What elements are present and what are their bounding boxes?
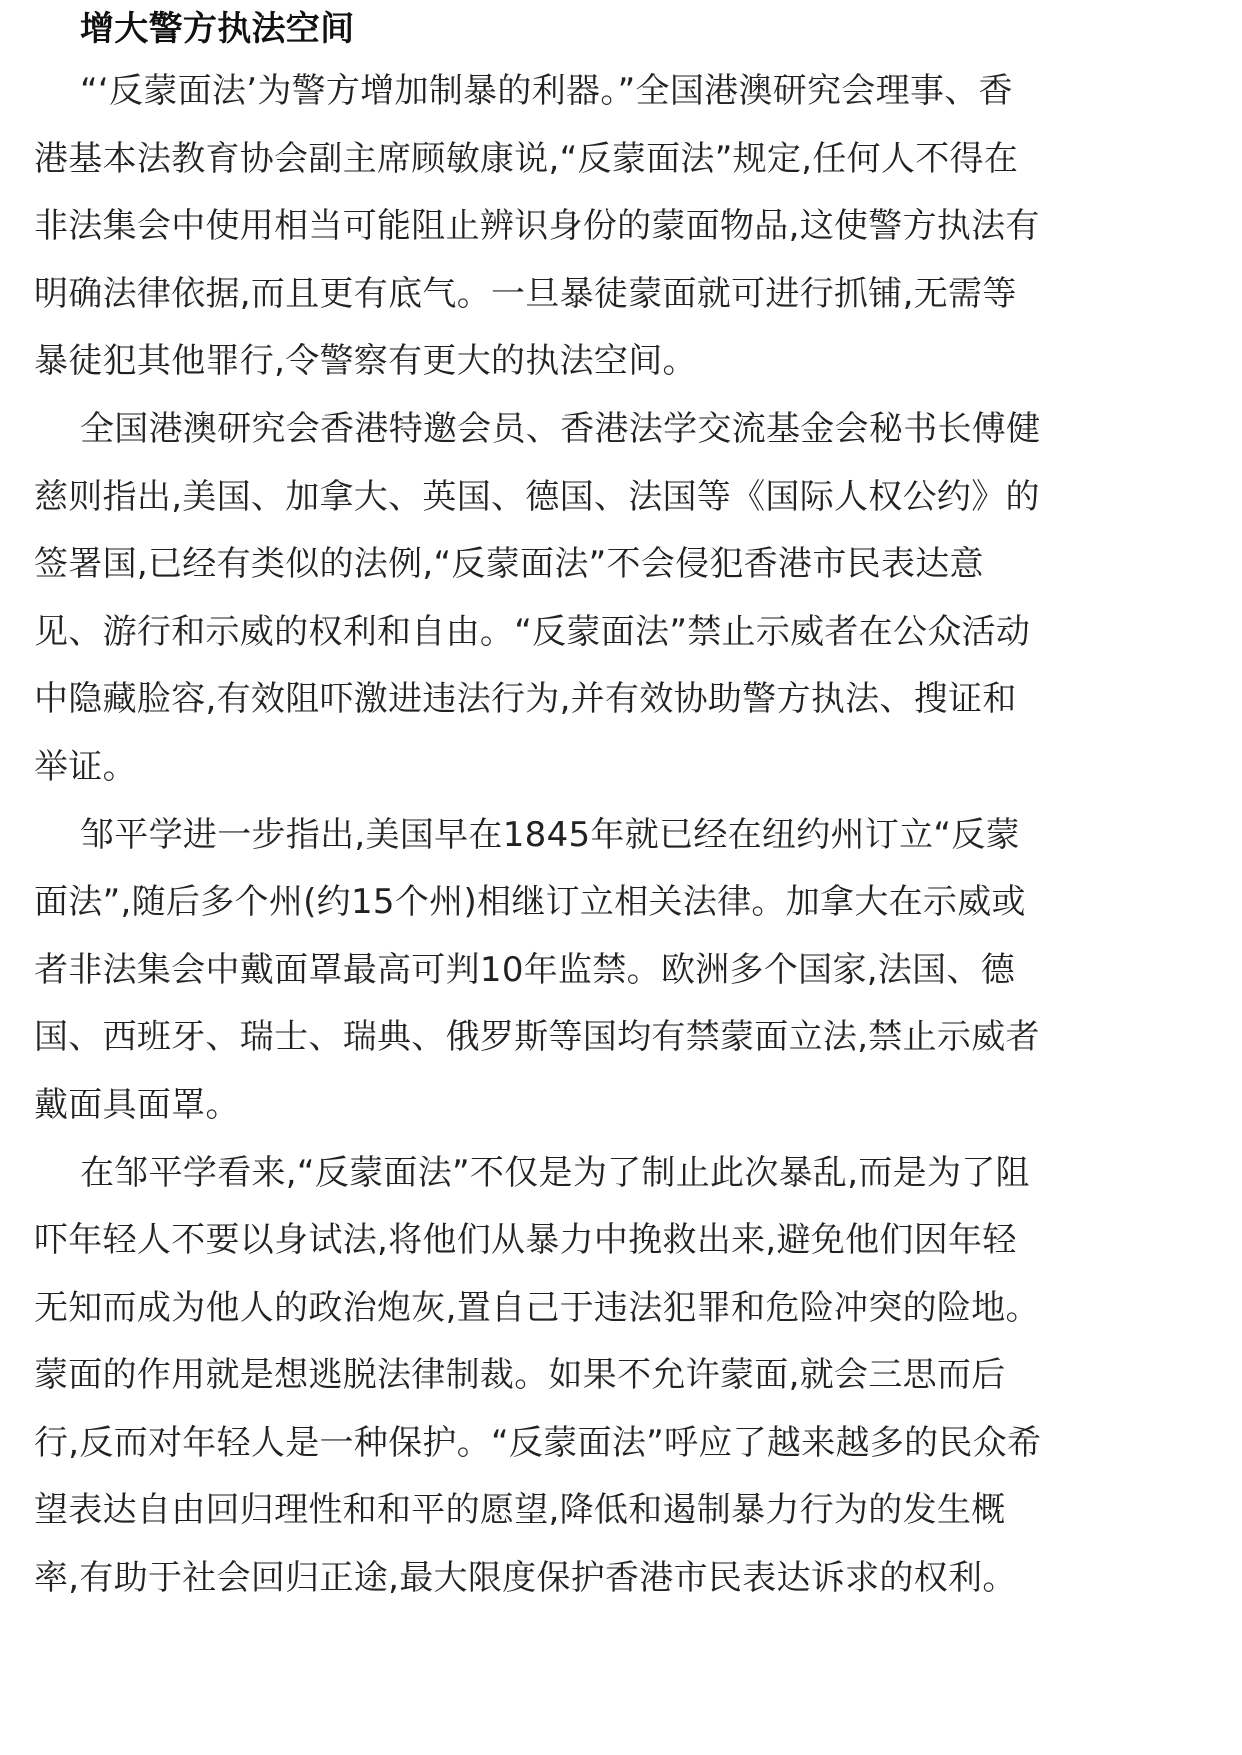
paragraph-2: 全国港澳研究会香港特邀会员、香港法学交流基金会秘书长傅健慈则指出,美国、加拿大、英国、德国、法国等《国际人权公约》的签署国,已经有类似的法例,“反蒙面法”不会侵犯香港市民表达意见、游行和示威的权利和自由。“反蒙面法”禁止示威者在公众活动中隐藏脸容,有效阻吓激进违法行为,并有效协助警方执法、搜证和举证。 — [34, 408, 1041, 787]
article-body — [34, 0, 1044, 1613]
paragraph-3: 邹平学进一步指出,美国早在1845年就已经在纽约州订立“反蒙面法”,随后多个州(约15个州)相继订立相关法律。加拿大在示威或者非法集会中戴面罩最高可判10年监禁。欧洲多个国家,法国、德国、西班牙、瑞士、瑞典、俄罗斯等国均有禁蒙面立法,禁止示威者戴面具面罩。 — [34, 814, 1040, 1125]
section-heading: 增大警方执法空间 — [80, 9, 355, 49]
paragraph-4: 在邹平学看来,“反蒙面法”不仅是为了制止此次暴乱,而是为了阻吓年轻人不要以身试法,将他们从暴力中挽救出来,避免他们因年轻无知而成为他人的政治炮灰,置自己于违法犯罪和危险冲突的险地。蒙面的作用就是想逃脱法律制裁。如果不允许蒙面,就会三思而后行,反而对年轻人是一种保护。“反蒙面法”呼应了越来越多的民众希望表达自由回归理性和和平的愿望,降低和遏制暴力行为的发生概率,有助于社会回归正途,最大限度保护香港市民表达诉求的权利。 — [34, 1152, 1042, 1599]
paragraph-1: “‘反蒙面法’为警方增加制暴的利器。”全国港澳研究会理事、香港基本法教育协会副主席顾敏康说,“反蒙面法”规定,任何人不得在非法集会中使用相当可能阻止辨识身份的蒙面物品,这使警方执法有明确法律依据,而且更有底气。一旦暴徒蒙面就可进行抓铺,无需等暴徒犯其他罪行,令警察有更大的执法空间。 — [34, 71, 1040, 382]
